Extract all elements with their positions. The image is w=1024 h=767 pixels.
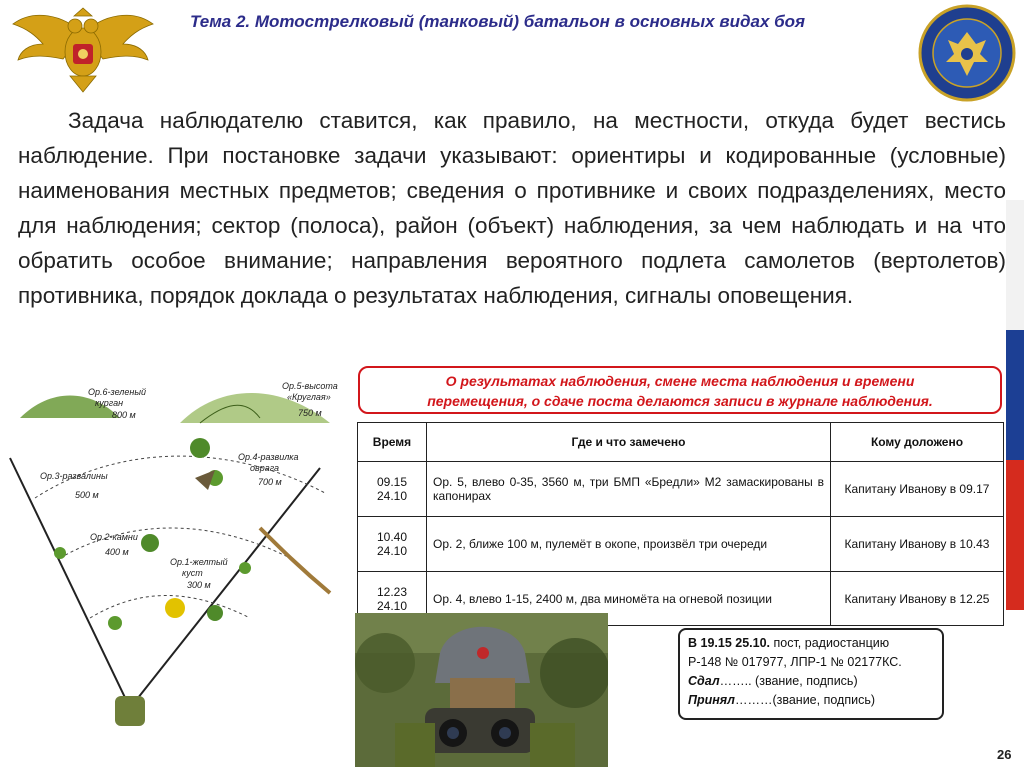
- column-header-whom: Кому доложено: [831, 423, 1004, 462]
- observer-photo: [355, 613, 608, 767]
- sketch-label-op4-sub: оврага: [250, 463, 280, 473]
- note-box: [358, 366, 1002, 414]
- sketch-label-op3-dist: 500 м: [75, 490, 99, 500]
- cell-whom: Капитану Иванову в 10.43: [831, 517, 1004, 572]
- sketch-label-op1-sub: куст: [182, 568, 203, 578]
- table-row: [358, 517, 1004, 572]
- academy-seal-icon: [918, 4, 1016, 102]
- post-record-line-3: Сдал…….. (звание, подпись): [688, 674, 858, 688]
- sketch-label-op6-sub: курган: [95, 398, 124, 408]
- sketch-label-op6-dist: 800 м: [112, 410, 136, 420]
- flag-stripe-blue: [1006, 330, 1024, 460]
- note-line-1: О результатах наблюдения, смене места наблюдения и времени: [445, 373, 915, 389]
- flag-stripe-red: [1006, 460, 1024, 610]
- post-record-line-2: Р-148 № 017977, ЛПР-1 № 02177КС.: [688, 655, 902, 669]
- sketch-label-op5-sub: «Круглая»: [287, 392, 331, 402]
- body-paragraph-text: Задача наблюдателю ставится, как правило, на местности, откуда будет вестись наблюдение. При постановке задачи указывают: ориентиры и кодированные (условные) наименования местных предметов; сведения о противнике и своих подразделениях, место для наблюдения; сектор (полоса), район (объект) наблюдения, за чем наблюдать и на что обратить особое внимание; направления вероятного подлета самолетов (вертолетов) противника, порядок доклада о результатах наблюдения, сигналы оповещения.: [18, 108, 1006, 308]
- observer-figure: [115, 696, 145, 726]
- note-line-2: перемещения, о сдаче поста делаются записи в журнале наблюдения.: [427, 393, 933, 409]
- cell-whom: Капитану Иванову в 09.17: [831, 462, 1004, 517]
- column-header-what: Где и что замечено: [427, 423, 831, 462]
- sketch-label-op4: Ор.4-развилка: [238, 452, 299, 462]
- observation-log-table: [357, 422, 1004, 626]
- table-header-row: [358, 423, 1004, 462]
- sector-line-left: [10, 458, 130, 708]
- sketch-label-op2-dist: 400 м: [105, 547, 129, 557]
- sketch-label-op1: Ор.1-желтый: [170, 557, 228, 567]
- flag-stripe-white: [1006, 200, 1024, 330]
- post-record-line-1: В 19.15 25.10. пост, радиостанцию: [688, 636, 890, 650]
- cell-time: 12.23 24.10: [358, 572, 427, 626]
- page-title: Тема 2. Мотострелковый (танковый) батальон в основных видах боя: [190, 12, 806, 31]
- cell-whom: Капитану Иванову в 12.25: [831, 572, 1004, 626]
- sketch-label-op2: Ор.2-камни: [90, 532, 138, 542]
- eagle-emblem-icon: [8, 4, 158, 94]
- cell-what: Ор. 4, влево 1-15, 2400 м, два миномёта на огневой позиции: [427, 572, 831, 626]
- cell-time: 10.40 24.10: [358, 517, 427, 572]
- page-number: 26: [997, 747, 1012, 762]
- sketch-label-op5: Ор.5-высота: [282, 381, 338, 391]
- post-record-line-4: Принял………(звание, подпись): [688, 693, 875, 707]
- post-record-box: [678, 628, 944, 720]
- sketch-label-op4-dist: 700 м: [258, 477, 282, 487]
- sketch-label-op3: Ор.3-развалины: [40, 471, 108, 481]
- sketch-label-op6: Ор.6-зеленый: [88, 387, 146, 397]
- sector-line-right: [130, 468, 320, 708]
- cell-time: 09.15 24.10: [358, 462, 427, 517]
- column-header-time: Время: [358, 423, 427, 462]
- sketch-label-op5-dist: 750 м: [298, 408, 322, 418]
- table-row: [358, 462, 1004, 517]
- cell-what: Ор. 5, влево 0-35, 3560 м, три БМП «Бредли» М2 замаскированы в капонирах: [427, 462, 831, 517]
- terrain-sketch: [0, 378, 356, 767]
- sketch-label-op1-dist: 300 м: [187, 580, 211, 590]
- body-paragraph: [18, 103, 1006, 313]
- cell-what: Ор. 2, ближе 100 м, пулемёт в окопе, произвёл три очереди: [427, 517, 831, 572]
